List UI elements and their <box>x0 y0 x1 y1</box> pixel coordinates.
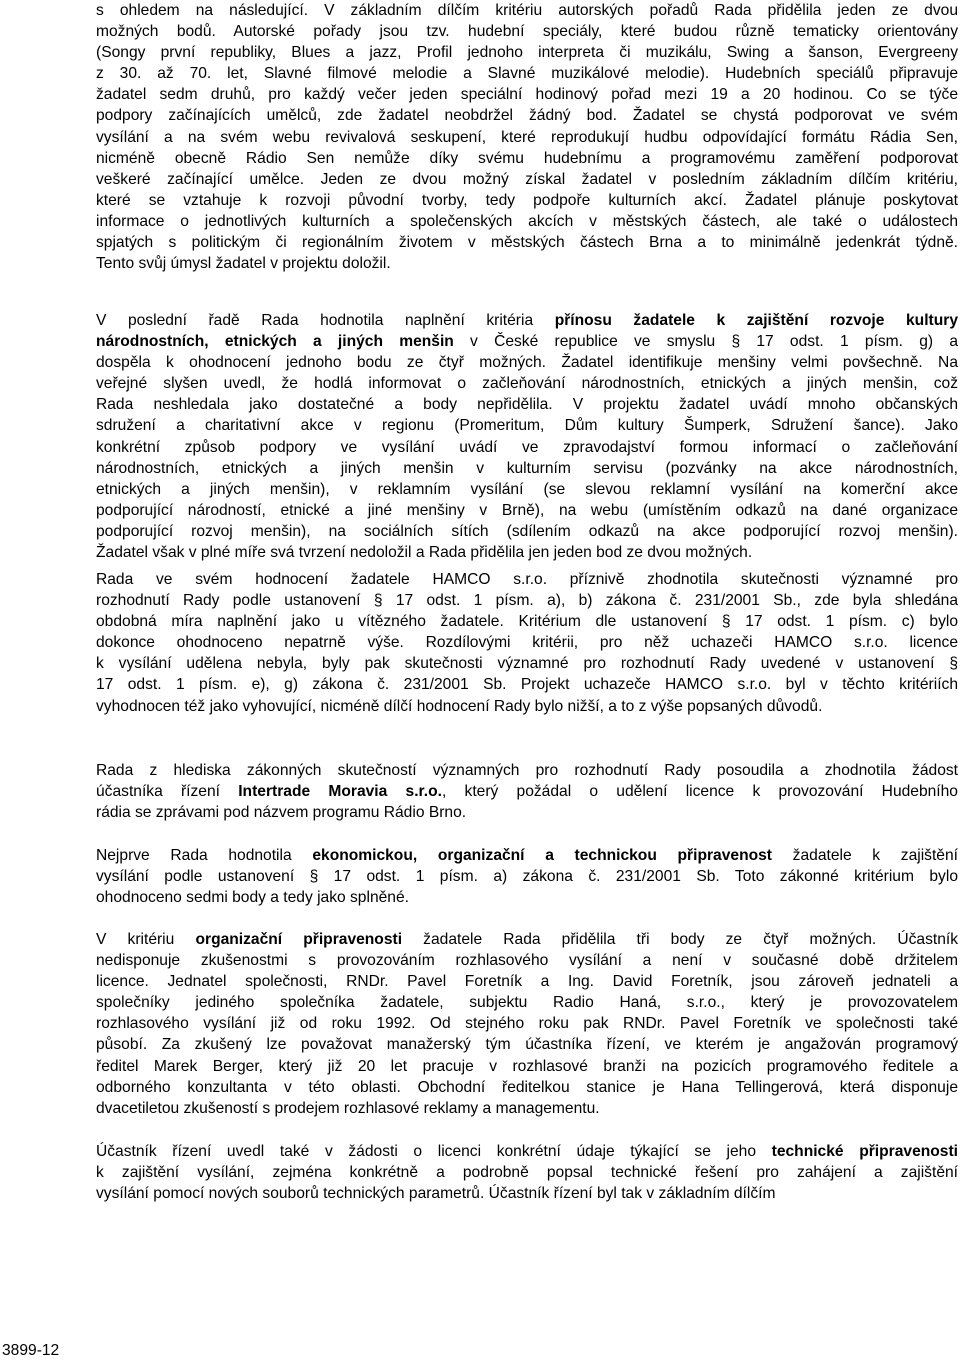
bold-text: ekonomickou, organizační a technickou připravenost <box>312 847 772 864</box>
text-run: V poslední řadě Rada hodnotila naplnění kritéria <box>96 312 555 329</box>
text-run: rozhodnutí Rady podle ustanovení § 17 odst. 1 písm. a), b) zákona č. 231/2001 Sb., zde byla shledána <box>96 592 958 610</box>
page-footer-code: 3899-12 <box>2 1342 60 1359</box>
text-line <box>96 42 958 63</box>
text-run: v České republice ve smyslu § 17 odst. 1 písm. g) a <box>453 333 958 351</box>
text-line <box>96 992 958 1013</box>
paragraph-2 <box>96 310 958 563</box>
text-run: konkrétní způsob podpory ve vysílání uvádí ve zpravodajství formou informací o začleňování <box>96 438 958 456</box>
text-run: možných bodů. Autorské pořady jsou tzv. hudební speciály, které budou různě tematicky orientovány <box>96 23 958 41</box>
text-run: etnických a jiných menšin), v reklamním vysílání (se slevou reklamní vysílání na komerční akce <box>96 480 958 498</box>
text-line <box>96 632 958 653</box>
text-line <box>96 1077 958 1098</box>
text-line <box>96 760 958 781</box>
text-line <box>96 352 958 373</box>
text-line <box>96 696 958 717</box>
text-line <box>96 802 958 823</box>
text-line <box>96 950 958 971</box>
bold-text: technické připravenosti <box>771 1143 958 1160</box>
text-run: vysílání a na svém webu revivalová seskupení, které reprodukují hudbu odpovídající formátu Rádia Sen, <box>96 128 958 146</box>
text-run: veškeré začínající umělce. Jeden ze dvou možný získal žadatel v posledním základním dílčím kritériu, <box>96 170 958 188</box>
text-run: s ohledem na následující. V základním dílčím kritériu autorských pořadů Rada přidělila jeden ze dvou <box>96 2 958 19</box>
text-run: působí. Za zkušený lze považovat manažerský tým účastníka řízení, ve kterém je angažován programový <box>96 1036 958 1054</box>
text-line <box>96 929 958 950</box>
text-line <box>96 653 958 674</box>
text-line <box>96 887 958 908</box>
paragraph-4 <box>96 760 958 823</box>
bold-text: přínosu žadatele k zajištění rozvoje kultury <box>554 312 958 329</box>
bold-text: národnostních, etnických a jiných menšin <box>96 333 454 351</box>
text-line <box>96 866 958 887</box>
text-run: společníky jediného společníka žadatele, subjektu Radio Haná, s.r.o., který je provozovatelem <box>96 994 958 1012</box>
text-run: sdružení a charitativní akce v regionu (Promeritum, Dům kultury Šumperk, Sdružení šance). Jako <box>96 417 958 435</box>
text-line <box>96 590 958 611</box>
text-run: vysílání podle ustanovení § 17 odst. 1 písm. a) zákona č. 231/2001 Sb. Toto zákonné kritérium bylo <box>96 868 958 886</box>
text-line <box>96 190 958 211</box>
text-line <box>96 1141 958 1162</box>
text-line <box>96 1013 958 1034</box>
text-line <box>96 542 958 563</box>
text-run: Rada ve svém hodnocení žadatele HAMCO s.r.o. příznivě zhodnotila skutečnosti významné pro <box>96 571 958 588</box>
text-run: podporující národností, etnické a jiné menšiny v Brně), na webu (umístěním odkazů na dané organizace <box>96 501 958 519</box>
text-run: dvacetiletou zkušeností s prodejem rozhlasové reklamy a managementu. <box>96 1099 600 1117</box>
text-run: Nejprve Rada hodnotila <box>96 847 313 864</box>
text-line <box>96 0 958 21</box>
text-run: dokonce ohodnoceno nepatrně výše. Rozdílovými kritérii, pro něž uchazeči HAMCO s.r.o. licence <box>96 634 958 652</box>
text-line <box>96 232 958 253</box>
text-run: k zajištění vysílání, zejména konkrétně a podrobně popsal technické řešení pro zahájení a zajištění <box>96 1164 958 1182</box>
text-run: účastníka řízení <box>96 783 239 801</box>
text-run: V kritériu <box>96 931 196 948</box>
text-line <box>96 521 958 542</box>
text-run: vysílání pomocí nových souborů technických parametrů. Účastník řízení byl tak v základním dílčím <box>96 1185 776 1203</box>
text-run: žadatele Rada přidělila tři body ze čtyř možných. Účastník <box>402 931 958 948</box>
text-line <box>96 1034 958 1055</box>
text-run: rádia se zprávami pod názvem programu Rádio Brno. <box>96 804 467 822</box>
text-line <box>96 611 958 632</box>
text-run: ohodnoceno sedmi body a tedy jako splněné. <box>96 889 409 907</box>
text-run: veřejné slyšen uvedl, že hodlá informovat o začleňování národnostních, etnických a jiných menšin, což <box>96 375 958 393</box>
text-run: žadatel sedm druhů, pro každý večer jeden speciální hodinový pořad mezi 19 a 20 hodinou. Co se týče <box>96 86 958 104</box>
text-line <box>96 84 958 105</box>
text-line <box>96 500 958 521</box>
text-run: Tento svůj úmysl žadatel v projektu doložil. <box>96 255 391 273</box>
text-line <box>96 21 958 42</box>
text-run: Účastník řízení uvedl také v žádosti o licenci konkrétní údaje týkající se jeho <box>96 1143 772 1160</box>
text-line <box>96 211 958 232</box>
text-run: Žadatel však v plné míře svá tvrzení nedoložil a Rada přidělila jen jeden bod ze dvou možných. <box>96 544 753 562</box>
text-run: nedisponuje zkušenostmi s provozováním rozhlasového vysílání a není v současné době držitelem <box>96 952 958 970</box>
paragraph-6 <box>96 929 958 1119</box>
text-line <box>96 971 958 992</box>
bold-text: organizační připravenosti <box>195 931 403 948</box>
text-line <box>96 1098 958 1119</box>
text-line <box>96 781 958 802</box>
text-line <box>96 373 958 394</box>
text-run: dospěla k ohodnocení jednoho bodu ze čtyř možných. Žadatel identifikuje menšiny velmi povšechně. Na <box>96 354 958 372</box>
text-line <box>96 394 958 415</box>
text-run: podpory začínajících umělců, zde žadatel neobdržel žádný bod. Žadatel se chystá podporovat ve svém <box>96 107 958 125</box>
text-run: odborného konzultanta v této oblasti. Obchodní ředitelkou stanice je Hana Tellingerová, která disponuje <box>96 1078 958 1096</box>
text-line <box>96 458 958 479</box>
text-line <box>96 105 958 126</box>
text-line <box>96 127 958 148</box>
text-line <box>96 148 958 169</box>
text-line <box>96 169 958 190</box>
text-run: které se vztahuje k rozvoji původní tvorby, tedy podpoře kulturních akcí. Žadatel plánuje poskytovat <box>96 191 958 209</box>
text-run: rozhlasového vysílání již od roku 1992. Od stejného roku pak RNDr. Pavel Foretník ve společnosti také <box>96 1015 958 1033</box>
paragraph-7 <box>96 1141 958 1204</box>
text-line <box>96 415 958 436</box>
paragraph-5 <box>96 845 958 908</box>
text-run: nicméně obecně Rádio Sen nemůže díky svému hudebnímu a programovému zaměření podporovat <box>96 149 958 167</box>
text-run: podporující rozvoj menšin), na sociálních sítích (sdílením odkazů na akce podporující rozvoj menšin). <box>96 522 958 540</box>
text-line <box>96 1056 958 1077</box>
paragraph-3 <box>96 569 958 717</box>
text-run: (Songy první republiky, Blues a jazz, Profil jednoho interpreta či muzikálu, Swing a šanson, Evergreeny <box>96 44 958 62</box>
text-run: spjatých s politickým či regionálním životem v městských částech Brna a to minimálně jedenkrát týdně. <box>96 234 958 252</box>
text-line <box>96 253 958 274</box>
text-line <box>96 674 958 695</box>
text-run: Rada z hlediska zákonných skutečností významných pro rozhodnutí Rady posoudila a zhodnotila žádost <box>96 762 958 779</box>
text-line <box>96 1183 958 1204</box>
bold-text: Intertrade Moravia s.r.o. <box>238 783 442 801</box>
text-run: k vysílání udělena nebyla, byly pak skutečnosti významné pro rozhodnutí Rady uvedené v ustanovení § <box>96 655 958 673</box>
text-line <box>96 310 958 331</box>
paragraph-1 <box>96 0 958 274</box>
text-run: žadatele k zajištění <box>772 847 958 864</box>
text-line <box>96 845 958 866</box>
text-line <box>96 331 958 352</box>
text-run: národnostních, etnických a jiných menšin v kulturním servisu (pozvánky na akce národnostních, <box>96 459 958 477</box>
text-run: z 30. až 70. let, Slavné filmové melodie a Slavné muzikálové melodie). Hudebních speciálů připravuje <box>96 65 958 83</box>
text-run: Rada neshledala jako dostatečné a body nepřidělila. V projektu žadatel uvádí mnoho občanských <box>96 396 958 414</box>
text-line <box>96 63 958 84</box>
text-line <box>96 479 958 500</box>
text-run: ředitel Marek Berger, který již 20 let pracuje v rozhlasové branži na pozicích programového ředitele a <box>96 1057 958 1075</box>
text-run: obdobná míra naplnění jako u vítězného žadatele. Kritérium dle ustanovení § 17 odst. 1 písm. c) bylo <box>96 613 958 631</box>
text-run: 17 odst. 1 písm. e), g) zákona č. 231/2001 Sb. Projekt uchazeče HAMCO s.r.o. byl v těchto kritériích <box>96 676 958 694</box>
text-run: , který požádal o udělení licence k provozování Hudebního <box>441 783 958 801</box>
text-run: informace o jednotlivých kulturních a společenských akcích v městských částech, ale také o událostech <box>96 212 958 230</box>
text-run: vyhodnocen též jako vyhovující, nicméně dílčí hodnocení Rady bylo nižší, a to z výše popsaných důvodů. <box>96 697 823 715</box>
text-run: licence. Jednatel společnosti, RNDr. Pavel Foretník a Ing. David Foretník, jsou zároveň jednateli a <box>96 973 958 991</box>
text-line <box>96 437 958 458</box>
text-line <box>96 569 958 590</box>
text-line <box>96 1162 958 1183</box>
